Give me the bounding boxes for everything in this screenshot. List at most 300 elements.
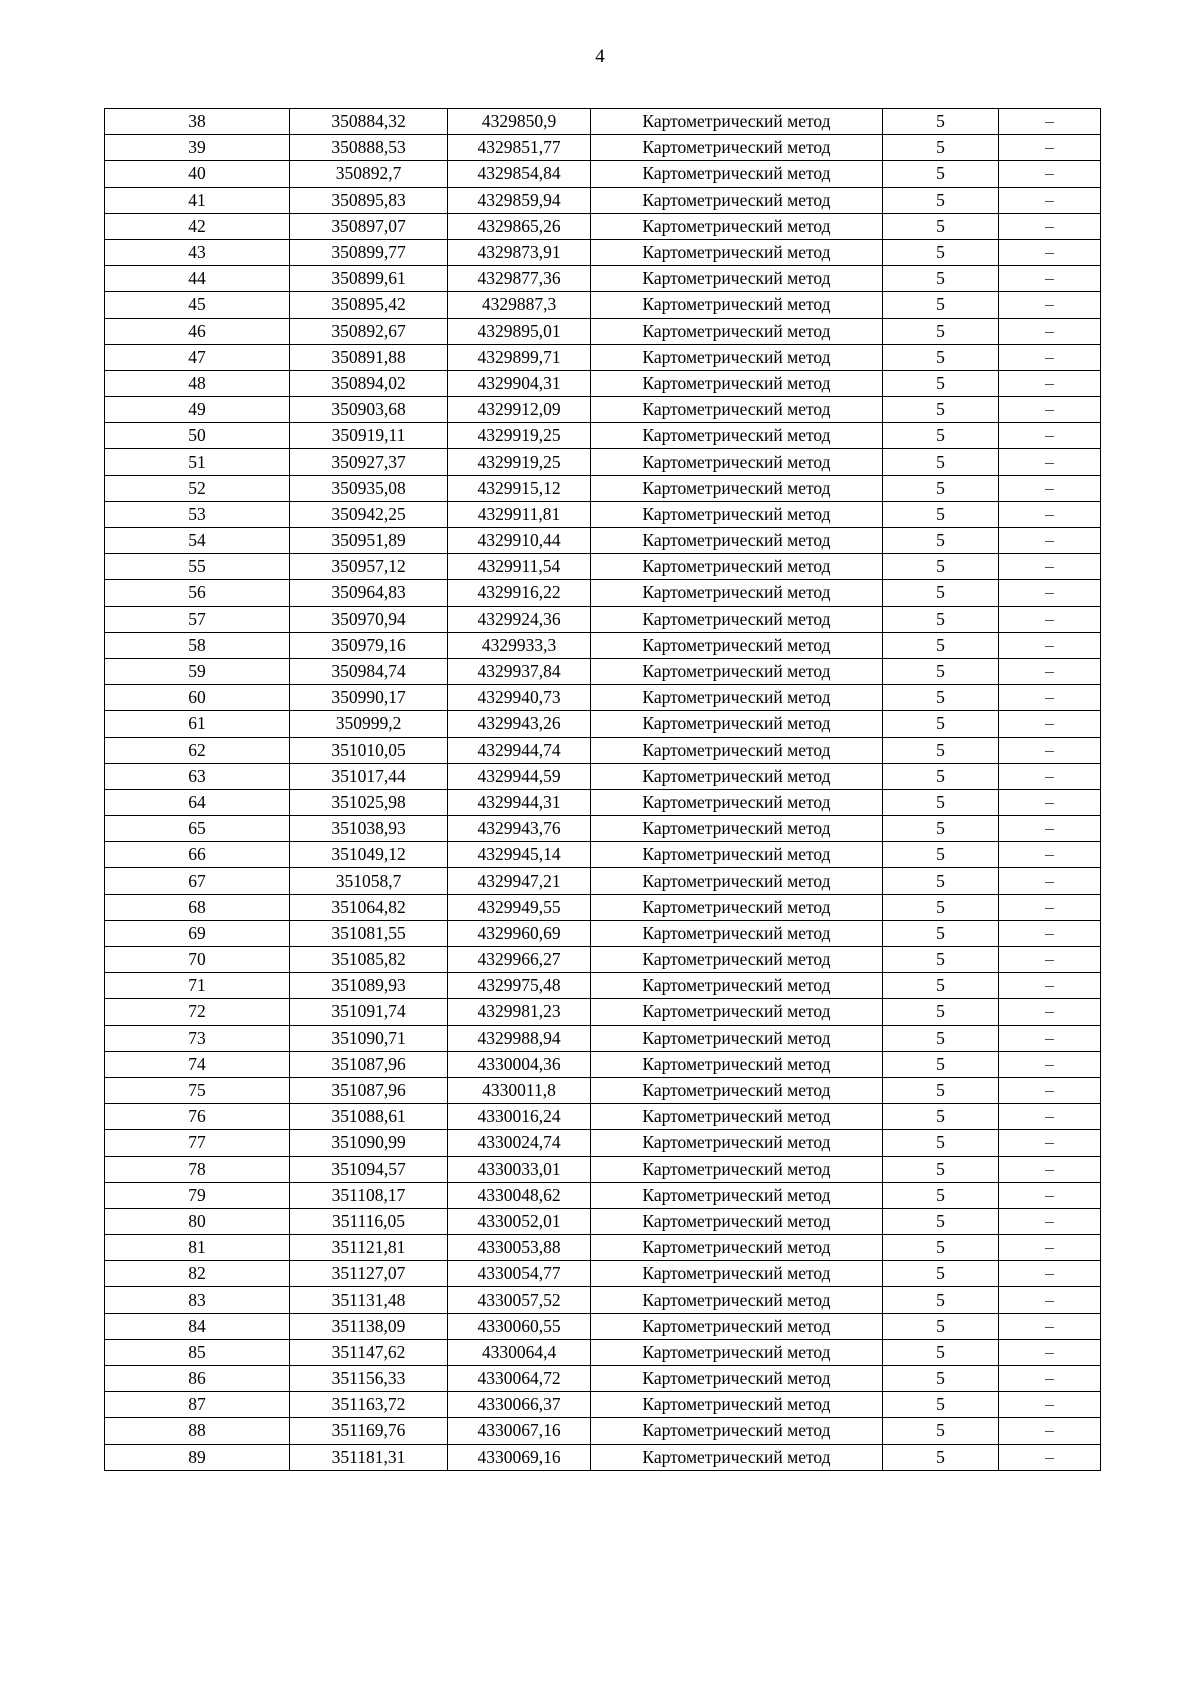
- x-coordinate-cell: 350903,68: [290, 397, 448, 423]
- y-coordinate-cell: 4329859,94: [448, 187, 591, 213]
- accuracy-cell: 5: [883, 1235, 999, 1261]
- x-coordinate-cell: 350892,7: [290, 161, 448, 187]
- accuracy-cell: 5: [883, 920, 999, 946]
- note-cell: –: [999, 187, 1101, 213]
- table-row: [105, 109, 1101, 135]
- table-row: [105, 1182, 1101, 1208]
- point-number-cell: 57: [105, 606, 290, 632]
- accuracy-cell: 5: [883, 1077, 999, 1103]
- method-cell: Картометрический метод: [591, 554, 883, 580]
- method-cell: Картометрический метод: [591, 1104, 883, 1130]
- y-coordinate-cell: 4330052,01: [448, 1208, 591, 1234]
- table-row: [105, 318, 1101, 344]
- method-cell: Картометрический метод: [591, 658, 883, 684]
- table-row: [105, 920, 1101, 946]
- method-cell: Картометрический метод: [591, 1130, 883, 1156]
- note-cell: –: [999, 920, 1101, 946]
- method-cell: Картометрический метод: [591, 685, 883, 711]
- accuracy-cell: 5: [883, 1418, 999, 1444]
- point-number-cell: 73: [105, 1025, 290, 1051]
- note-cell: –: [999, 344, 1101, 370]
- point-number-cell: 46: [105, 318, 290, 344]
- x-coordinate-cell: 350957,12: [290, 554, 448, 580]
- y-coordinate-cell: 4329966,27: [448, 947, 591, 973]
- x-coordinate-cell: 351169,76: [290, 1418, 448, 1444]
- accuracy-cell: 5: [883, 266, 999, 292]
- y-coordinate-cell: 4330064,72: [448, 1366, 591, 1392]
- x-coordinate-cell: 351138,09: [290, 1313, 448, 1339]
- point-number-cell: 40: [105, 161, 290, 187]
- table-row: [105, 632, 1101, 658]
- y-coordinate-cell: 4329944,31: [448, 789, 591, 815]
- table-row: [105, 239, 1101, 265]
- note-cell: –: [999, 1418, 1101, 1444]
- table-row: [105, 1130, 1101, 1156]
- point-number-cell: 80: [105, 1208, 290, 1234]
- x-coordinate-cell: 351085,82: [290, 947, 448, 973]
- y-coordinate-cell: 4330064,4: [448, 1339, 591, 1365]
- point-number-cell: 56: [105, 580, 290, 606]
- accuracy-cell: 5: [883, 1287, 999, 1313]
- accuracy-cell: 5: [883, 1392, 999, 1418]
- point-number-cell: 39: [105, 135, 290, 161]
- y-coordinate-cell: 4330053,88: [448, 1235, 591, 1261]
- table-row: [105, 1025, 1101, 1051]
- table-row: [105, 1444, 1101, 1470]
- method-cell: Картометрический метод: [591, 475, 883, 501]
- table-row: [105, 1287, 1101, 1313]
- table-row: [105, 1104, 1101, 1130]
- page-number: 4: [595, 46, 605, 67]
- x-coordinate-cell: 351147,62: [290, 1339, 448, 1365]
- x-coordinate-cell: 351121,81: [290, 1235, 448, 1261]
- note-cell: –: [999, 239, 1101, 265]
- note-cell: –: [999, 1025, 1101, 1051]
- point-number-cell: 50: [105, 423, 290, 449]
- point-number-cell: 53: [105, 501, 290, 527]
- table-row: [105, 370, 1101, 396]
- accuracy-cell: 5: [883, 423, 999, 449]
- note-cell: –: [999, 161, 1101, 187]
- point-number-cell: 54: [105, 528, 290, 554]
- point-number-cell: 62: [105, 737, 290, 763]
- x-coordinate-cell: 350990,17: [290, 685, 448, 711]
- y-coordinate-cell: 4329924,36: [448, 606, 591, 632]
- point-number-cell: 49: [105, 397, 290, 423]
- x-coordinate-cell: 351049,12: [290, 842, 448, 868]
- method-cell: Картометрический метод: [591, 266, 883, 292]
- accuracy-cell: 5: [883, 135, 999, 161]
- note-cell: –: [999, 1366, 1101, 1392]
- note-cell: –: [999, 606, 1101, 632]
- point-number-cell: 67: [105, 868, 290, 894]
- accuracy-cell: 5: [883, 816, 999, 842]
- table-row: [105, 580, 1101, 606]
- note-cell: –: [999, 135, 1101, 161]
- coordinates-table-body: [105, 109, 1101, 1471]
- table-row: [105, 475, 1101, 501]
- table-row: [105, 292, 1101, 318]
- note-cell: –: [999, 397, 1101, 423]
- accuracy-cell: 5: [883, 1130, 999, 1156]
- point-number-cell: 72: [105, 999, 290, 1025]
- point-number-cell: 59: [105, 658, 290, 684]
- y-coordinate-cell: 4329947,21: [448, 868, 591, 894]
- accuracy-cell: 5: [883, 1156, 999, 1182]
- point-number-cell: 44: [105, 266, 290, 292]
- y-coordinate-cell: 4329981,23: [448, 999, 591, 1025]
- x-coordinate-cell: 351090,99: [290, 1130, 448, 1156]
- accuracy-cell: 5: [883, 658, 999, 684]
- y-coordinate-cell: 4329949,55: [448, 894, 591, 920]
- x-coordinate-cell: 351038,93: [290, 816, 448, 842]
- x-coordinate-cell: 350942,25: [290, 501, 448, 527]
- method-cell: Картометрический метод: [591, 1339, 883, 1365]
- table-row: [105, 816, 1101, 842]
- y-coordinate-cell: 4329940,73: [448, 685, 591, 711]
- note-cell: –: [999, 1208, 1101, 1234]
- accuracy-cell: 5: [883, 999, 999, 1025]
- x-coordinate-cell: 351181,31: [290, 1444, 448, 1470]
- method-cell: Картометрический метод: [591, 344, 883, 370]
- point-number-cell: 55: [105, 554, 290, 580]
- point-number-cell: 87: [105, 1392, 290, 1418]
- note-cell: –: [999, 999, 1101, 1025]
- note-cell: –: [999, 1444, 1101, 1470]
- x-coordinate-cell: 351010,05: [290, 737, 448, 763]
- note-cell: –: [999, 449, 1101, 475]
- point-number-cell: 74: [105, 1051, 290, 1077]
- method-cell: Картометрический метод: [591, 528, 883, 554]
- x-coordinate-cell: 350884,32: [290, 109, 448, 135]
- note-cell: –: [999, 789, 1101, 815]
- x-coordinate-cell: 350888,53: [290, 135, 448, 161]
- note-cell: –: [999, 947, 1101, 973]
- method-cell: Картометрический метод: [591, 1392, 883, 1418]
- point-number-cell: 64: [105, 789, 290, 815]
- point-number-cell: 89: [105, 1444, 290, 1470]
- method-cell: Картометрический метод: [591, 763, 883, 789]
- point-number-cell: 69: [105, 920, 290, 946]
- method-cell: Картометрический метод: [591, 135, 883, 161]
- point-number-cell: 86: [105, 1366, 290, 1392]
- accuracy-cell: 5: [883, 1261, 999, 1287]
- x-coordinate-cell: 351081,55: [290, 920, 448, 946]
- method-cell: Картометрический метод: [591, 318, 883, 344]
- accuracy-cell: 5: [883, 554, 999, 580]
- method-cell: Картометрический метод: [591, 1444, 883, 1470]
- method-cell: Картометрический метод: [591, 109, 883, 135]
- point-number-cell: 43: [105, 239, 290, 265]
- method-cell: Картометрический метод: [591, 501, 883, 527]
- accuracy-cell: 5: [883, 737, 999, 763]
- method-cell: Картометрический метод: [591, 161, 883, 187]
- point-number-cell: 68: [105, 894, 290, 920]
- table-row: [105, 842, 1101, 868]
- accuracy-cell: 5: [883, 528, 999, 554]
- table-row: [105, 554, 1101, 580]
- y-coordinate-cell: 4329911,81: [448, 501, 591, 527]
- x-coordinate-cell: 350894,02: [290, 370, 448, 396]
- note-cell: –: [999, 292, 1101, 318]
- accuracy-cell: 5: [883, 973, 999, 999]
- table-row: [105, 1077, 1101, 1103]
- table-row: [105, 894, 1101, 920]
- method-cell: Картометрический метод: [591, 1235, 883, 1261]
- method-cell: Картометрический метод: [591, 423, 883, 449]
- y-coordinate-cell: 4330016,24: [448, 1104, 591, 1130]
- table-row: [105, 868, 1101, 894]
- x-coordinate-cell: 351163,72: [290, 1392, 448, 1418]
- x-coordinate-cell: 351090,71: [290, 1025, 448, 1051]
- table-row: [105, 423, 1101, 449]
- accuracy-cell: 5: [883, 1051, 999, 1077]
- x-coordinate-cell: 350979,16: [290, 632, 448, 658]
- point-number-cell: 58: [105, 632, 290, 658]
- accuracy-cell: 5: [883, 1313, 999, 1339]
- y-coordinate-cell: 4330060,55: [448, 1313, 591, 1339]
- x-coordinate-cell: 351116,05: [290, 1208, 448, 1234]
- table-row: [105, 1366, 1101, 1392]
- point-number-cell: 83: [105, 1287, 290, 1313]
- point-number-cell: 42: [105, 213, 290, 239]
- table-row: [105, 161, 1101, 187]
- note-cell: –: [999, 213, 1101, 239]
- accuracy-cell: 5: [883, 292, 999, 318]
- note-cell: –: [999, 632, 1101, 658]
- method-cell: Картометрический метод: [591, 292, 883, 318]
- x-coordinate-cell: 351091,74: [290, 999, 448, 1025]
- point-number-cell: 61: [105, 711, 290, 737]
- point-number-cell: 47: [105, 344, 290, 370]
- accuracy-cell: 5: [883, 1182, 999, 1208]
- table-row: [105, 135, 1101, 161]
- method-cell: Картометрический метод: [591, 1418, 883, 1444]
- accuracy-cell: 5: [883, 475, 999, 501]
- x-coordinate-cell: 350899,61: [290, 266, 448, 292]
- accuracy-cell: 5: [883, 109, 999, 135]
- accuracy-cell: 5: [883, 213, 999, 239]
- y-coordinate-cell: 4329904,31: [448, 370, 591, 396]
- note-cell: –: [999, 318, 1101, 344]
- note-cell: –: [999, 1182, 1101, 1208]
- note-cell: –: [999, 554, 1101, 580]
- y-coordinate-cell: 4329911,54: [448, 554, 591, 580]
- y-coordinate-cell: 4330048,62: [448, 1182, 591, 1208]
- method-cell: Картометрический метод: [591, 842, 883, 868]
- y-coordinate-cell: 4329943,26: [448, 711, 591, 737]
- note-cell: –: [999, 868, 1101, 894]
- note-cell: –: [999, 842, 1101, 868]
- method-cell: Картометрический метод: [591, 397, 883, 423]
- note-cell: –: [999, 894, 1101, 920]
- accuracy-cell: 5: [883, 842, 999, 868]
- x-coordinate-cell: 351087,96: [290, 1051, 448, 1077]
- y-coordinate-cell: 4329937,84: [448, 658, 591, 684]
- table-row: [105, 1156, 1101, 1182]
- y-coordinate-cell: 4329895,01: [448, 318, 591, 344]
- accuracy-cell: 5: [883, 711, 999, 737]
- point-number-cell: 77: [105, 1130, 290, 1156]
- x-coordinate-cell: 350895,42: [290, 292, 448, 318]
- accuracy-cell: 5: [883, 580, 999, 606]
- table-row: [105, 501, 1101, 527]
- x-coordinate-cell: 351058,7: [290, 868, 448, 894]
- method-cell: Картометрический метод: [591, 187, 883, 213]
- method-cell: Картометрический метод: [591, 213, 883, 239]
- point-number-cell: 60: [105, 685, 290, 711]
- y-coordinate-cell: 4330069,16: [448, 1444, 591, 1470]
- point-number-cell: 48: [105, 370, 290, 396]
- table-row: [105, 1313, 1101, 1339]
- note-cell: –: [999, 109, 1101, 135]
- y-coordinate-cell: 4329873,91: [448, 239, 591, 265]
- table-row: [105, 266, 1101, 292]
- method-cell: Картометрический метод: [591, 1208, 883, 1234]
- point-number-cell: 76: [105, 1104, 290, 1130]
- accuracy-cell: 5: [883, 894, 999, 920]
- y-coordinate-cell: 4329887,3: [448, 292, 591, 318]
- y-coordinate-cell: 4330066,37: [448, 1392, 591, 1418]
- accuracy-cell: 5: [883, 161, 999, 187]
- accuracy-cell: 5: [883, 606, 999, 632]
- note-cell: –: [999, 266, 1101, 292]
- y-coordinate-cell: 4330054,77: [448, 1261, 591, 1287]
- y-coordinate-cell: 4330057,52: [448, 1287, 591, 1313]
- accuracy-cell: 5: [883, 370, 999, 396]
- x-coordinate-cell: 350935,08: [290, 475, 448, 501]
- coordinates-table: [104, 108, 1101, 1471]
- table-row: [105, 449, 1101, 475]
- method-cell: Картометрический метод: [591, 711, 883, 737]
- x-coordinate-cell: 351131,48: [290, 1287, 448, 1313]
- point-number-cell: 79: [105, 1182, 290, 1208]
- y-coordinate-cell: 4329854,84: [448, 161, 591, 187]
- accuracy-cell: 5: [883, 239, 999, 265]
- y-coordinate-cell: 4329944,59: [448, 763, 591, 789]
- table-row: [105, 973, 1101, 999]
- x-coordinate-cell: 351094,57: [290, 1156, 448, 1182]
- table-row: [105, 1051, 1101, 1077]
- table-row: [105, 213, 1101, 239]
- table-row: [105, 1418, 1101, 1444]
- y-coordinate-cell: 4329933,3: [448, 632, 591, 658]
- method-cell: Картометрический метод: [591, 999, 883, 1025]
- method-cell: Картометрический метод: [591, 920, 883, 946]
- method-cell: Картометрический метод: [591, 632, 883, 658]
- note-cell: –: [999, 1156, 1101, 1182]
- x-coordinate-cell: 351089,93: [290, 973, 448, 999]
- y-coordinate-cell: 4329944,74: [448, 737, 591, 763]
- note-cell: –: [999, 1313, 1101, 1339]
- x-coordinate-cell: 351088,61: [290, 1104, 448, 1130]
- note-cell: –: [999, 685, 1101, 711]
- note-cell: –: [999, 1077, 1101, 1103]
- point-number-cell: 66: [105, 842, 290, 868]
- method-cell: Картометрический метод: [591, 1156, 883, 1182]
- accuracy-cell: 5: [883, 789, 999, 815]
- point-number-cell: 75: [105, 1077, 290, 1103]
- x-coordinate-cell: 351108,17: [290, 1182, 448, 1208]
- y-coordinate-cell: 4329915,12: [448, 475, 591, 501]
- y-coordinate-cell: 4329919,25: [448, 449, 591, 475]
- y-coordinate-cell: 4329975,48: [448, 973, 591, 999]
- method-cell: Картометрический метод: [591, 1051, 883, 1077]
- y-coordinate-cell: 4329910,44: [448, 528, 591, 554]
- y-coordinate-cell: 4330004,36: [448, 1051, 591, 1077]
- x-coordinate-cell: 350970,94: [290, 606, 448, 632]
- note-cell: –: [999, 711, 1101, 737]
- table-row: [105, 1261, 1101, 1287]
- method-cell: Картометрический метод: [591, 1025, 883, 1051]
- accuracy-cell: 5: [883, 632, 999, 658]
- y-coordinate-cell: 4329877,36: [448, 266, 591, 292]
- table-row: [105, 658, 1101, 684]
- y-coordinate-cell: 4329919,25: [448, 423, 591, 449]
- accuracy-cell: 5: [883, 449, 999, 475]
- point-number-cell: 85: [105, 1339, 290, 1365]
- y-coordinate-cell: 4329851,77: [448, 135, 591, 161]
- point-number-cell: 41: [105, 187, 290, 213]
- table-row: [105, 528, 1101, 554]
- note-cell: –: [999, 1130, 1101, 1156]
- note-cell: –: [999, 1104, 1101, 1130]
- table-row: [105, 344, 1101, 370]
- method-cell: Картометрический метод: [591, 1366, 883, 1392]
- note-cell: –: [999, 1235, 1101, 1261]
- point-number-cell: 38: [105, 109, 290, 135]
- table-row: [105, 999, 1101, 1025]
- x-coordinate-cell: 350964,83: [290, 580, 448, 606]
- point-number-cell: 84: [105, 1313, 290, 1339]
- accuracy-cell: 5: [883, 947, 999, 973]
- table-row: [105, 711, 1101, 737]
- y-coordinate-cell: 4329912,09: [448, 397, 591, 423]
- y-coordinate-cell: 4329916,22: [448, 580, 591, 606]
- table-row: [105, 606, 1101, 632]
- note-cell: –: [999, 973, 1101, 999]
- point-number-cell: 52: [105, 475, 290, 501]
- table-row: [105, 789, 1101, 815]
- point-number-cell: 51: [105, 449, 290, 475]
- note-cell: –: [999, 1287, 1101, 1313]
- x-coordinate-cell: 350999,2: [290, 711, 448, 737]
- point-number-cell: 81: [105, 1235, 290, 1261]
- method-cell: Картометрический метод: [591, 580, 883, 606]
- note-cell: –: [999, 501, 1101, 527]
- method-cell: Картометрический метод: [591, 606, 883, 632]
- y-coordinate-cell: 4329899,71: [448, 344, 591, 370]
- x-coordinate-cell: 350951,89: [290, 528, 448, 554]
- y-coordinate-cell: 4330067,16: [448, 1418, 591, 1444]
- accuracy-cell: 5: [883, 1208, 999, 1234]
- x-coordinate-cell: 351087,96: [290, 1077, 448, 1103]
- table-row: [105, 1208, 1101, 1234]
- method-cell: Картометрический метод: [591, 868, 883, 894]
- note-cell: –: [999, 658, 1101, 684]
- method-cell: Картометрический метод: [591, 370, 883, 396]
- y-coordinate-cell: 4329988,94: [448, 1025, 591, 1051]
- accuracy-cell: 5: [883, 1025, 999, 1051]
- x-coordinate-cell: 351025,98: [290, 789, 448, 815]
- point-number-cell: 70: [105, 947, 290, 973]
- note-cell: –: [999, 580, 1101, 606]
- accuracy-cell: 5: [883, 344, 999, 370]
- x-coordinate-cell: 350892,67: [290, 318, 448, 344]
- x-coordinate-cell: 351127,07: [290, 1261, 448, 1287]
- note-cell: –: [999, 528, 1101, 554]
- note-cell: –: [999, 370, 1101, 396]
